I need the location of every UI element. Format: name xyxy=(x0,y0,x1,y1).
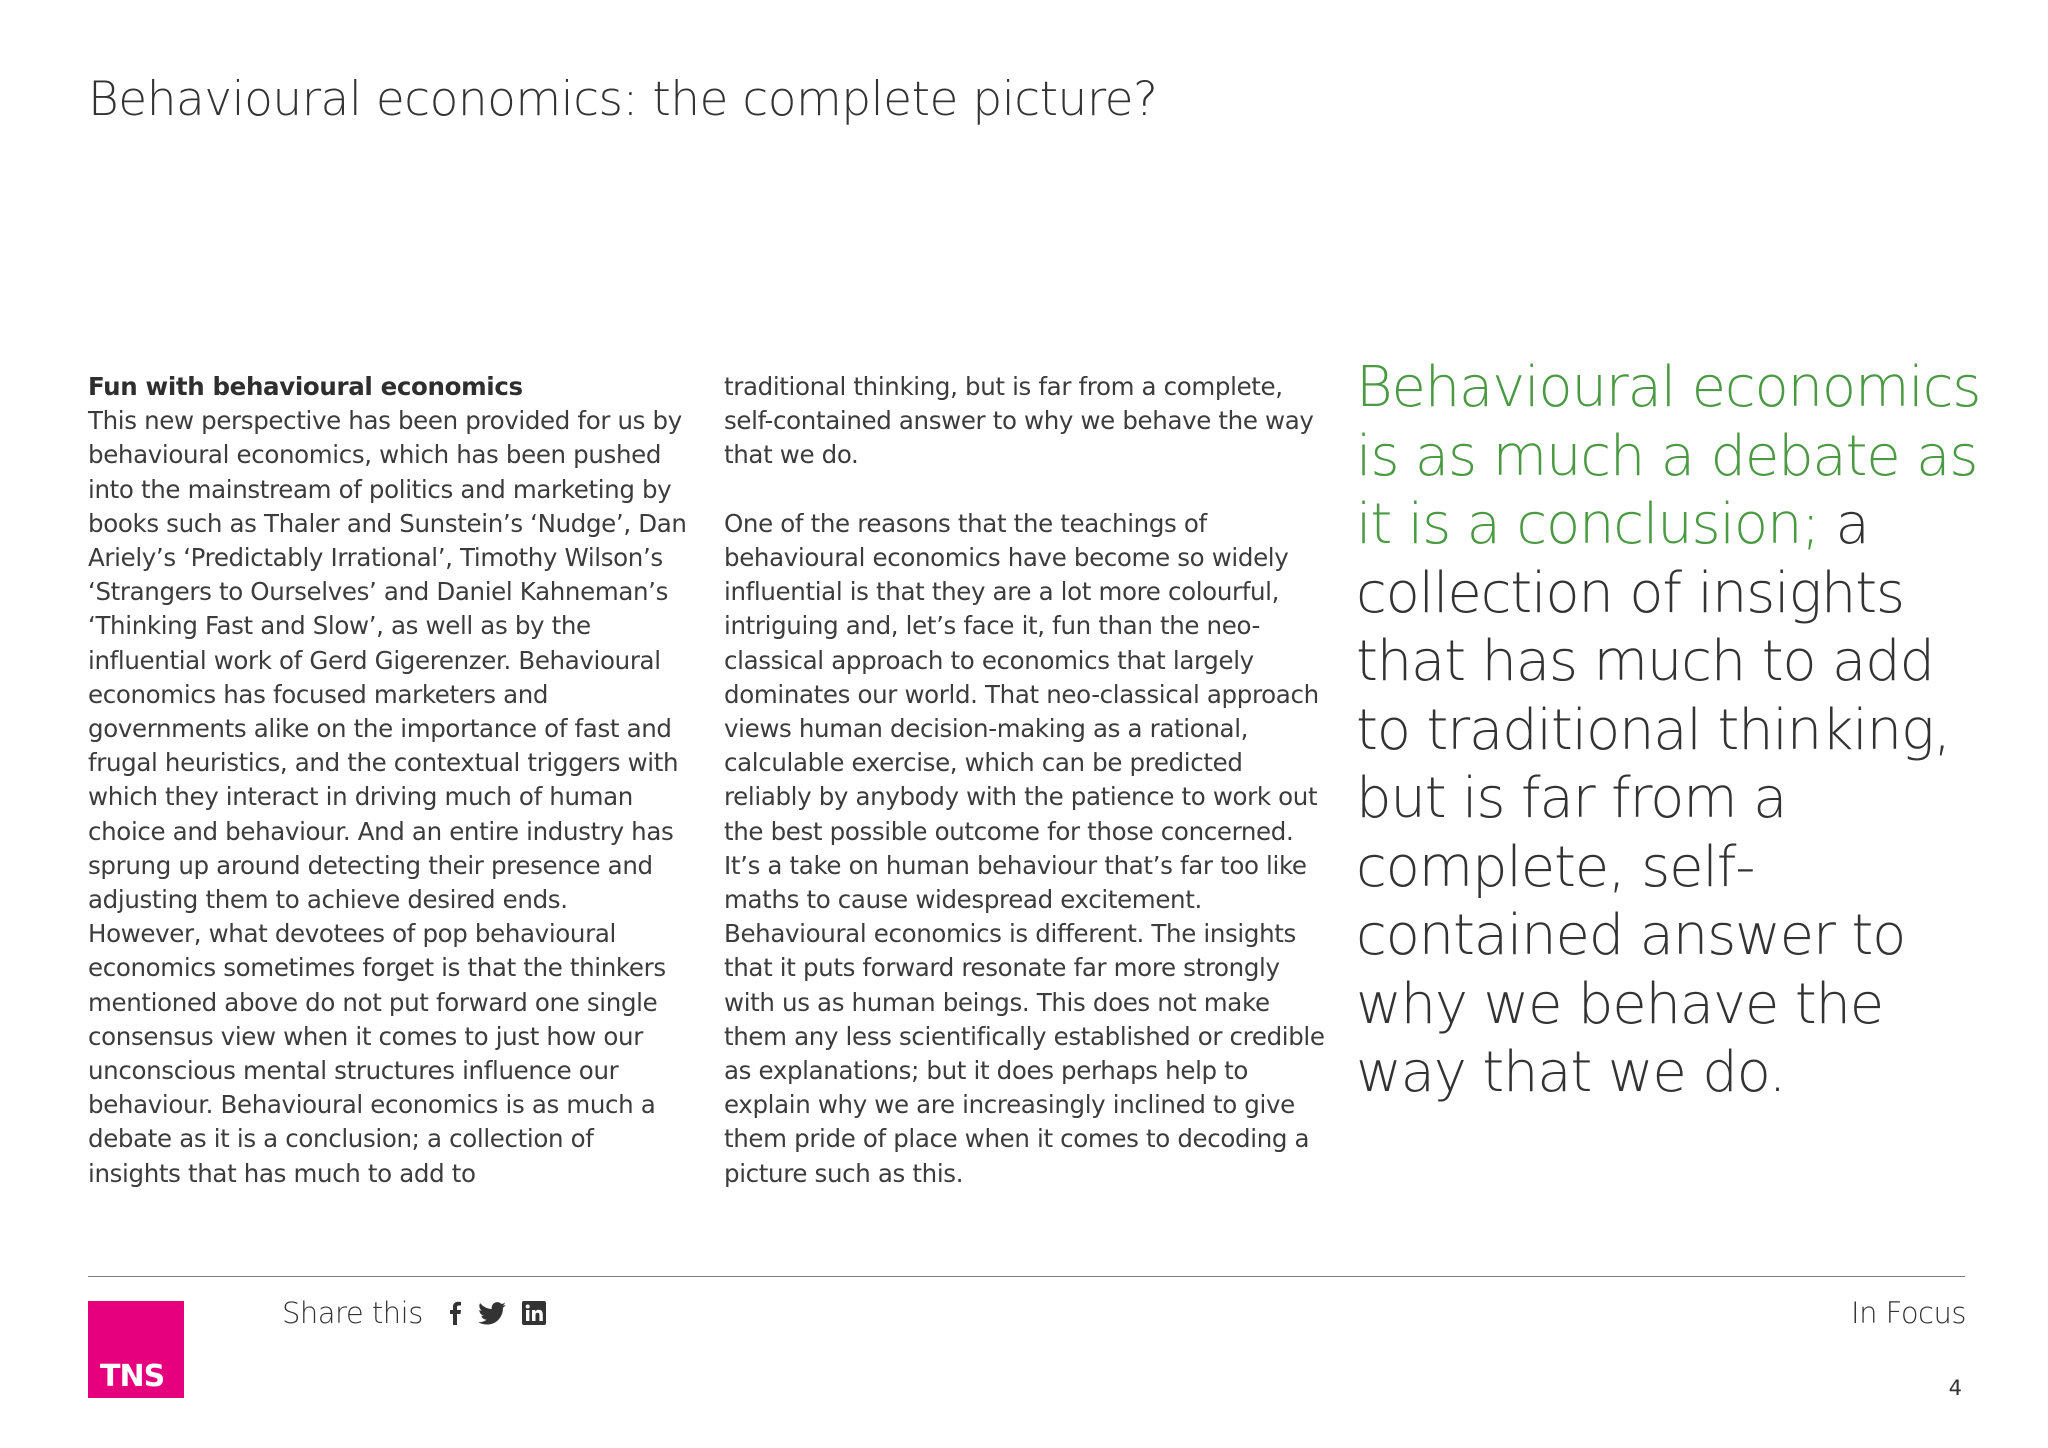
linkedin-icon[interactable] xyxy=(521,1300,547,1326)
column-1-paragraph: This new perspective has been provided for us by behavioural economics, which has been pushed into the mainstream of politics and marketing by books such as Thaler and Sunstein’s ‘Nudge’, Dan Ariely’s ‘Predictably Irrational’, Timothy Wilson’s ‘Strangers to Ourselves’ and Daniel Kahneman’s ‘Thinking Fast and Slow’, as well as by the influential work of Gerd Gigerenzer. Behavioural economics has focused marketers and governments alike on the importance of fast and frugal heuristics, and the contextual triggers with which they interact in driving much of human choice and behaviour. And an entire industry has sprung up around detecting their presence and adjusting them to achieve desired ends. However, what devotees of pop behavioural economics sometimes forget is that the thinkers mentioned above do not put forward one single consensus view when it comes to just how our unconscious mental structures influence our behaviour. Behavioural economics is as much a debate as it is a conclusion; a collection of insights that has much to add to xyxy=(88,406,687,1188)
page-title: Behavioural economics: the complete picture? xyxy=(88,72,1158,127)
share-label: Share this xyxy=(282,1296,423,1330)
pull-quote xyxy=(1356,354,1996,1108)
facebook-icon[interactable] xyxy=(447,1300,463,1326)
column-2-paragraph-2: One of the reasons that the teachings of behavioural economics have become so widely influential is that they are a lot more colourful, intriguing and, let’s face it, fun than the neo-classical approach to economics that largely dominates our world. That neo-classical approach views human decision-making as a rational, calculable exercise, which can be predicted reliably by anybody with the patience to work out the best possible outcome for those concerned. It’s a take on human behaviour that’s far too like maths to cause widespread excitement. Behavioural economics is different. The insights that it puts forward resonate far more strongly with us as human beings. This does not make them any less scientifically established or credible as explanations; but it does perhaps help to explain why we are increasingly inclined to give them pride of place when it comes to decoding a picture such as this. xyxy=(724,508,1325,1188)
share-icons xyxy=(447,1300,547,1326)
logo-text: TNS xyxy=(100,1359,165,1394)
section-heading: Fun with behavioural economics xyxy=(88,372,523,401)
twitter-icon[interactable] xyxy=(477,1300,507,1326)
body-column-2 xyxy=(724,370,1334,1191)
share-bar xyxy=(282,1296,547,1330)
pull-quote-rest: a collection of insights that has much to add to traditional thinking, but is far from a complete, self-contained answer to why we behave the way that we do. xyxy=(1356,492,1950,1105)
footer-divider xyxy=(88,1276,1965,1277)
column-2-paragraph-1: traditional thinking, but is far from a complete, self-contained answer to why we behave the way that we do. xyxy=(724,372,1314,470)
tns-logo xyxy=(88,1301,184,1398)
section-label: In Focus xyxy=(1851,1296,1966,1330)
pull-quote-highlight: Behavioural economics is as much a debate as it is a conclusion; xyxy=(1356,355,1981,557)
body-column-1 xyxy=(88,370,688,1191)
page-number: 4 xyxy=(1948,1376,1962,1400)
